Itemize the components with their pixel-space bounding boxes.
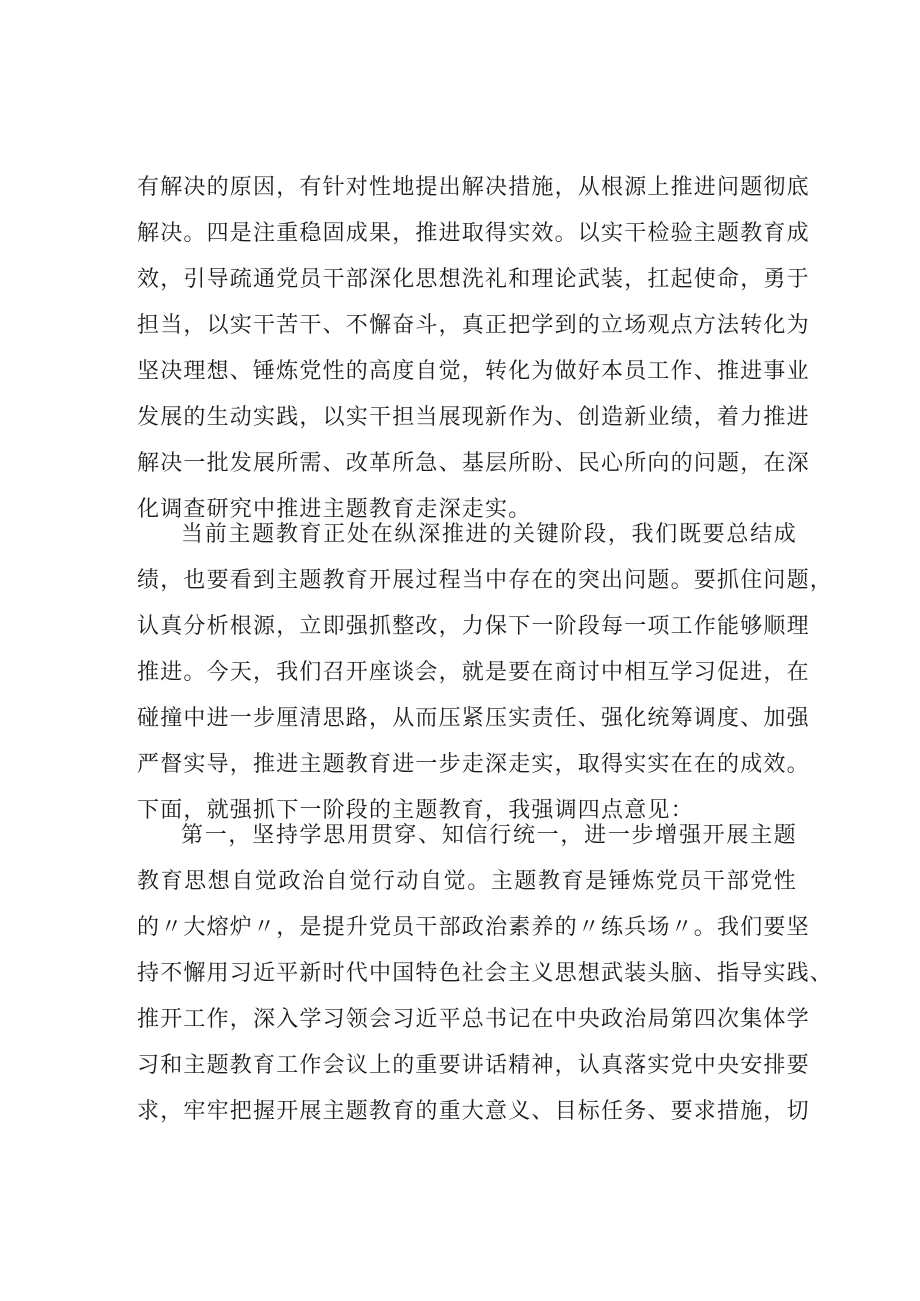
text-line: 化调查研究中推进主题教育走深走实。 <box>137 497 532 522</box>
text-line: 下面，就强抓下一阶段的主题教育，我强调四点意见： <box>137 798 694 823</box>
text-line: 的〃大熔炉〃，是提升党员干部政治素养的〃练兵场〃。我们要坚 <box>137 915 810 940</box>
text-line: 推进。今天，我们召开座谈会，就是要在商讨中相互学习促进，在 <box>137 660 810 685</box>
paragraph-1 <box>137 165 810 533</box>
text-line: 当前主题教育正处在纵深推进的关键阶段，我们既要总结成 <box>181 522 797 547</box>
text-line: 持不懈用习近平新时代中国特色社会主义思想武装头脑、指导实践、 <box>137 961 834 986</box>
text-line: 碰撞中进一步厘清思路，从而压紧压实责任、强化统筹调度、加强 <box>137 706 810 731</box>
text-line: 担当，以实干苦干、不懈奋斗，真正把学到的立场观点方法转化为 <box>137 313 810 338</box>
text-line: 绩，也要看到主题教育开展过程当中存在的突出问题。要抓住问题， <box>137 568 834 593</box>
text-line: 第一，坚持学思用贯穿、知信行统一，进一步增强开展主题 <box>181 823 797 848</box>
text-line: 认真分析根源，立即强抓整改，力保下一阶段每一项工作能够顺理 <box>137 614 810 639</box>
text-line: 解决。四是注重稳固成果，推进取得实效。以实干检验主题教育成 <box>137 221 810 246</box>
text-line: 发展的生动实践，以实干担当展现新作为、创造新业绩，着力推进 <box>137 405 810 430</box>
text-line: 有解决的原因，有针对性地提出解决措施，从根源上推进问题彻底 <box>137 175 810 200</box>
text-line: 解决一批发展所需、改革所急、基层所盼、民心所向的问题，在深 <box>137 451 810 476</box>
paragraph-3 <box>137 813 834 1135</box>
text-line: 习和主题教育工作会议上的重要讲话精神，认真落实党中央安排要 <box>137 1053 810 1078</box>
text-line: 坚决理想、锤炼党性的高度自觉，转化为做好本员工作、推进事业 <box>137 359 810 384</box>
text-line: 推开工作，深入学习领会习近平总书记在中央政治局第四次集体学 <box>137 1007 810 1032</box>
text-line: 教育思想自觉政治自觉行动自觉。主题教育是锤炼党员干部党性 <box>137 869 797 894</box>
paragraph-2 <box>137 512 834 834</box>
text-line: 求，牢牢把握开展主题教育的重大意义、目标任务、要求措施，切 <box>137 1099 810 1124</box>
text-line: 效，引导疏通党员干部深化思想洗礼和理论武装，扛起使命，勇于 <box>137 267 810 292</box>
text-line: 严督实导，推进主题教育进一步走深走实，取得实实在在的成效。 <box>137 752 810 777</box>
